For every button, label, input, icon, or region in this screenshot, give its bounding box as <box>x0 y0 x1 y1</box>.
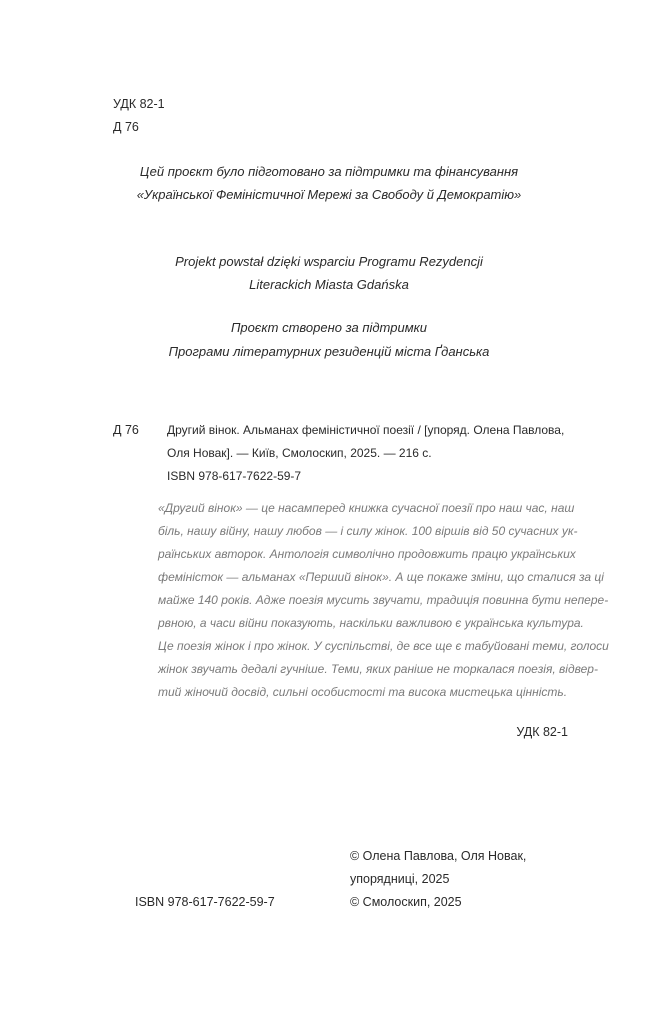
copyright-line: упорядниці, 2025 <box>350 872 450 886</box>
annotation-line: «Другий вінок» — це насамперед книжка сучасної поезії про наш час, наш <box>158 501 575 515</box>
support-pl-line-2: Literackich Miasta Gdańska <box>249 277 409 292</box>
annotation-line: жінок звучать дедалі гучніше. Теми, яких раніше не торкалася поезія, відвер- <box>158 662 598 676</box>
author-sign: Д 76 <box>113 120 139 134</box>
support-pl-line-1: Projekt powstał dzięki wsparciu Programu Rezydencji <box>175 254 483 269</box>
footer-isbn: ISBN 978-617-7622-59-7 <box>135 895 275 909</box>
annotation-line: феміністок — альманах «Перший вінок». А ще покаже зміни, що сталися за ці <box>158 570 604 584</box>
annotation-line: тий жіночий досвід, сильні особистості та висока мистецька цінність. <box>158 685 568 699</box>
annotation-line: майже 140 років. Адже поезія мусить звучати, традиція повинна бути непере- <box>158 593 609 607</box>
bib-code: Д 76 <box>113 423 139 437</box>
annotation-line: Це поезія жінок і про жінок. У суспільстві, де все ще є табуйовані теми, голоси <box>158 639 609 653</box>
copyright-line: © Олена Павлова, Оля Новак, <box>350 849 527 863</box>
support-ua-line-2: «Української Феміністичної Мережі за Свободу й Демократію» <box>136 187 522 202</box>
annotation-line: рвною, а часи війни показують, наскільки важливою є українська культура. <box>158 616 584 630</box>
support-ua2-line-2: Програми літературних резиденцій міста Ґданська <box>168 344 490 359</box>
bib-line: Оля Новак]. — Київ, Смолоскип, 2025. — 216 с. <box>167 446 432 460</box>
support-ua2-line-1: Проєкт створено за підтримки <box>231 320 427 335</box>
copyright-line: © Смолоскип, 2025 <box>350 895 462 909</box>
bib-line: Другий вінок. Альманах феміністичної поезії / [упоряд. Олена Павлова, <box>167 423 565 437</box>
udk-code-right: УДК 82-1 <box>516 725 568 739</box>
support-ua-line-1: Цей проєкт було підготовано за підтримки та фінансування <box>139 164 519 179</box>
bib-isbn: ISBN 978-617-7622-59-7 <box>167 469 302 483</box>
annotation-line: раїнських авторок. Антологія символічно продовжить працю українських <box>158 547 576 561</box>
annotation-line: біль, нашу війну, нашу любов — і силу жінок. 100 віршів від 50 сучасних ук- <box>158 524 578 538</box>
udk-code: УДК 82-1 <box>113 97 165 111</box>
